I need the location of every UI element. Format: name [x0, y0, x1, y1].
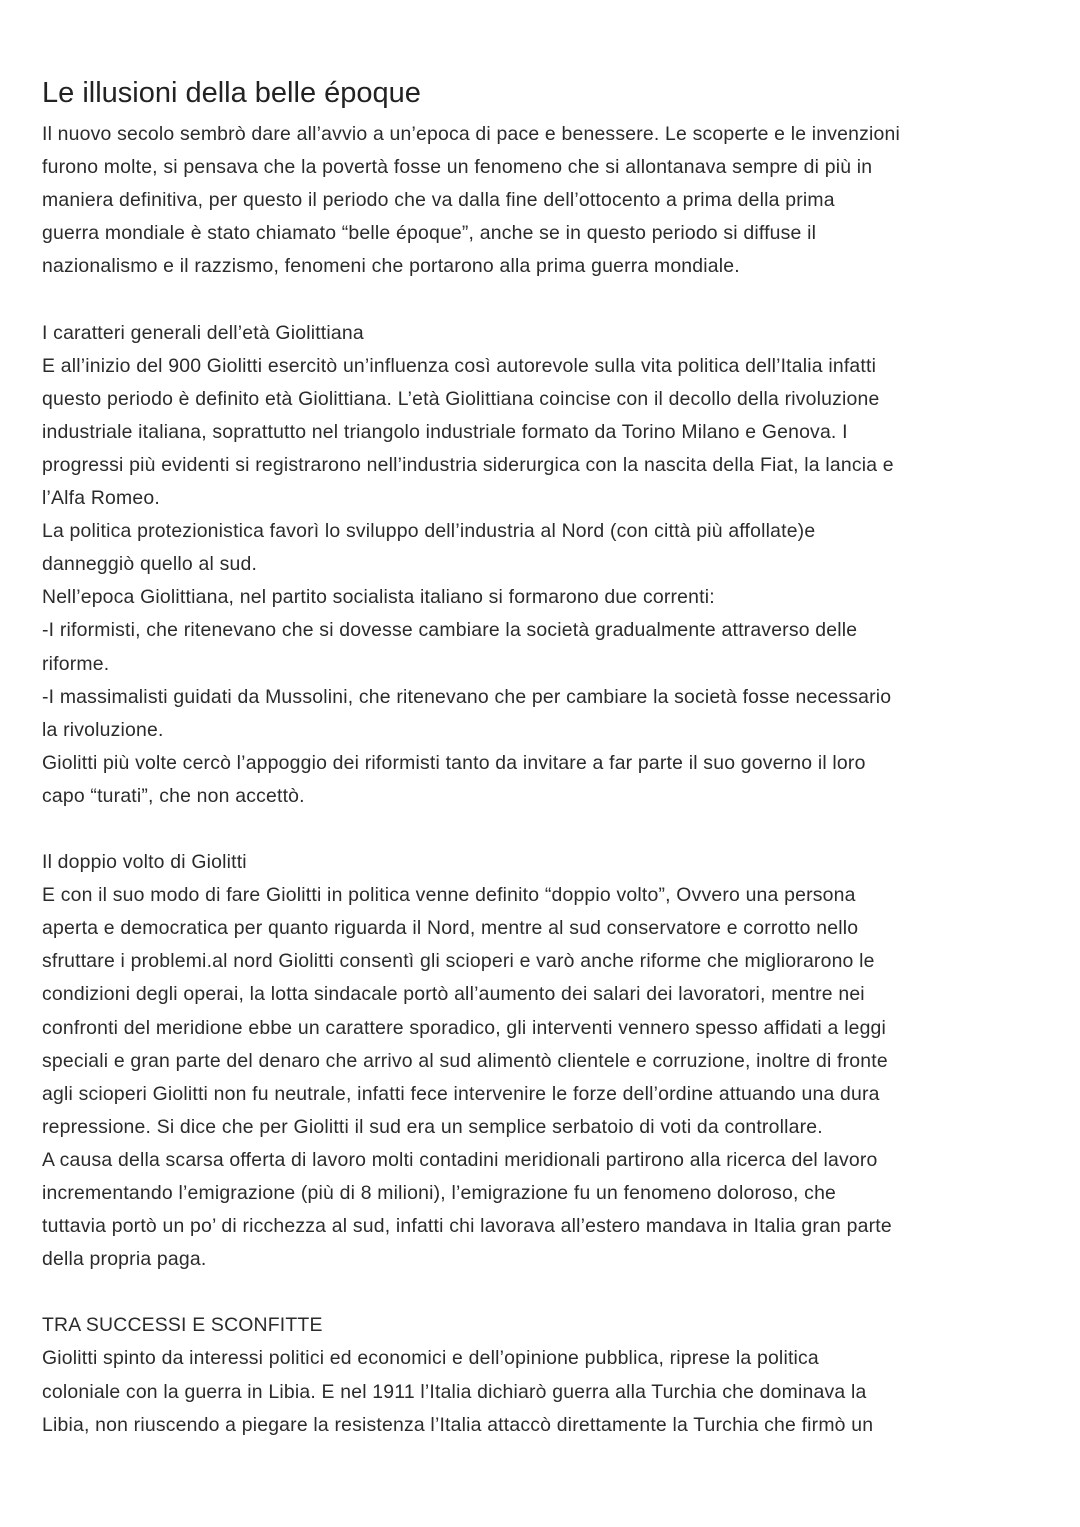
text-line: -I massimalisti guidati da Mussolini, che ritenevano che per cambiare la società fosse necessario: [42, 685, 892, 708]
text-line: confronti del meridione ebbe un carattere sporadico, gli interventi vennero spesso affidati a leggi: [42, 1016, 887, 1039]
document-title: Le illusioni della belle époque: [42, 77, 421, 109]
text-line: questo periodo è definito età Giolittiana. L’età Giolittiana coincise con il decollo della rivoluzione: [42, 387, 880, 410]
blank-line: [42, 283, 1040, 316]
text-line: Il doppio volto di Giolitti: [42, 851, 247, 874]
text-line: guerra mondiale è stato chiamato “belle époque”, anche se in questo periodo si diffuse il: [42, 222, 817, 245]
text-line: agli scioperi Giolitti non fu neutrale, infatti fece intervenire le forze dell’ordine attuando una dura: [42, 1082, 880, 1105]
text-line: speciali e gran parte del denaro che arrivo al sud alimentò clientele e corruzione, inoltre di fronte: [42, 1049, 888, 1072]
text-line: riforme.: [42, 652, 110, 675]
blank-line: [42, 1276, 1040, 1309]
text-line: l’Alfa Romeo.: [42, 487, 160, 510]
text-line: E all’inizio del 900 Giolitti esercitò un’influenza così autorevole sulla vita politica dell’Italia infatti: [42, 354, 877, 377]
text-line: danneggiò quello al sud.: [42, 553, 258, 576]
blank-line: [42, 813, 1040, 846]
text-line: Il nuovo secolo sembrò dare all’avvio a un’epoca di pace e benessere. Le scoperte e le invenzioni: [42, 123, 901, 145]
text-line: I caratteri generali dell’età Giolittiana: [42, 321, 364, 344]
text-line: Giolitti più volte cercò l’appoggio dei riformisti tanto da invitare a far parte il suo governo il loro: [42, 751, 866, 774]
text-line: coloniale con la guerra in Libia. E nel 1911 l’Italia dichiarò guerra alla Turchia che dominava la: [42, 1380, 867, 1403]
text-line: aperta e democratica per quanto riguarda il Nord, mentre al sud conservatore e corrotto nello: [42, 917, 859, 940]
text-line: industriale italiana, soprattutto nel triangolo industriale formato da Torino Milano e Genova. I: [42, 420, 848, 443]
document-body: [42, 118, 1040, 1442]
text-line: repressione. Si dice che per Giolitti il sud era un semplice serbatoio di voti da controllare.: [42, 1115, 823, 1138]
text-line: TRA SUCCESSI E SCONFITTE: [42, 1314, 323, 1337]
text-line: tuttavia portò un po’ di ricchezza al sud, infatti chi lavorava all’estero mandava in Italia gran parte: [42, 1215, 892, 1238]
text-line: Nell’epoca Giolittiana, nel partito socialista italiano si formarono due correnti:: [42, 586, 715, 609]
text-line: della propria paga.: [42, 1248, 207, 1271]
text-line: furono molte, si pensava che la povertà fosse un fenomeno che si allontanava sempre di più in: [42, 156, 873, 179]
text-line: La politica protezionistica favorì lo sviluppo dell’industria al Nord (con città più affollate)e: [42, 520, 816, 543]
text-line: Giolitti spinto da interessi politici ed economici e dell’opinione pubblica, riprese la politica: [42, 1347, 819, 1370]
text-line: condizioni degli operai, la lotta sindacale portò all’aumento dei salari dei lavoratori, mentre nei: [42, 983, 865, 1006]
text-line: nazionalismo e il razzismo, fenomeni che portarono alla prima guerra mondiale.: [42, 255, 740, 278]
text-line: sfruttare i problemi.al nord Giolitti consentì gli scioperi e varò anche riforme che migliorarono le: [42, 950, 875, 973]
text-line: A causa della scarsa offerta di lavoro molti contadini meridionali partirono alla ricerca del lavoro: [42, 1148, 878, 1171]
text-line: maniera definitiva, per questo il periodo che va dalla fine dell’ottocento a prima della prima: [42, 189, 835, 212]
text-line: incrementando l’emigrazione (più di 8 milioni), l’emigrazione fu un fenomeno doloroso, che: [42, 1182, 837, 1204]
text-line: capo “turati”, che non accettò.: [42, 784, 305, 807]
text-line: E con il suo modo di fare Giolitti in politica venne definito “doppio volto”, Ovvero una persona: [42, 884, 856, 907]
text-line: progressi più evidenti si registrarono nell’industria siderurgica con la nascita della Fiat, la lancia e: [42, 453, 894, 476]
text-line: la rivoluzione.: [42, 718, 164, 741]
text-line: Libia, non riuscendo a piegare la resistenza l’Italia attaccò direttamente la Turchia che firmò un: [42, 1413, 874, 1436]
text-line: -I riformisti, che ritenevano che si dovesse cambiare la società gradualmente attraverso delle: [42, 619, 858, 642]
